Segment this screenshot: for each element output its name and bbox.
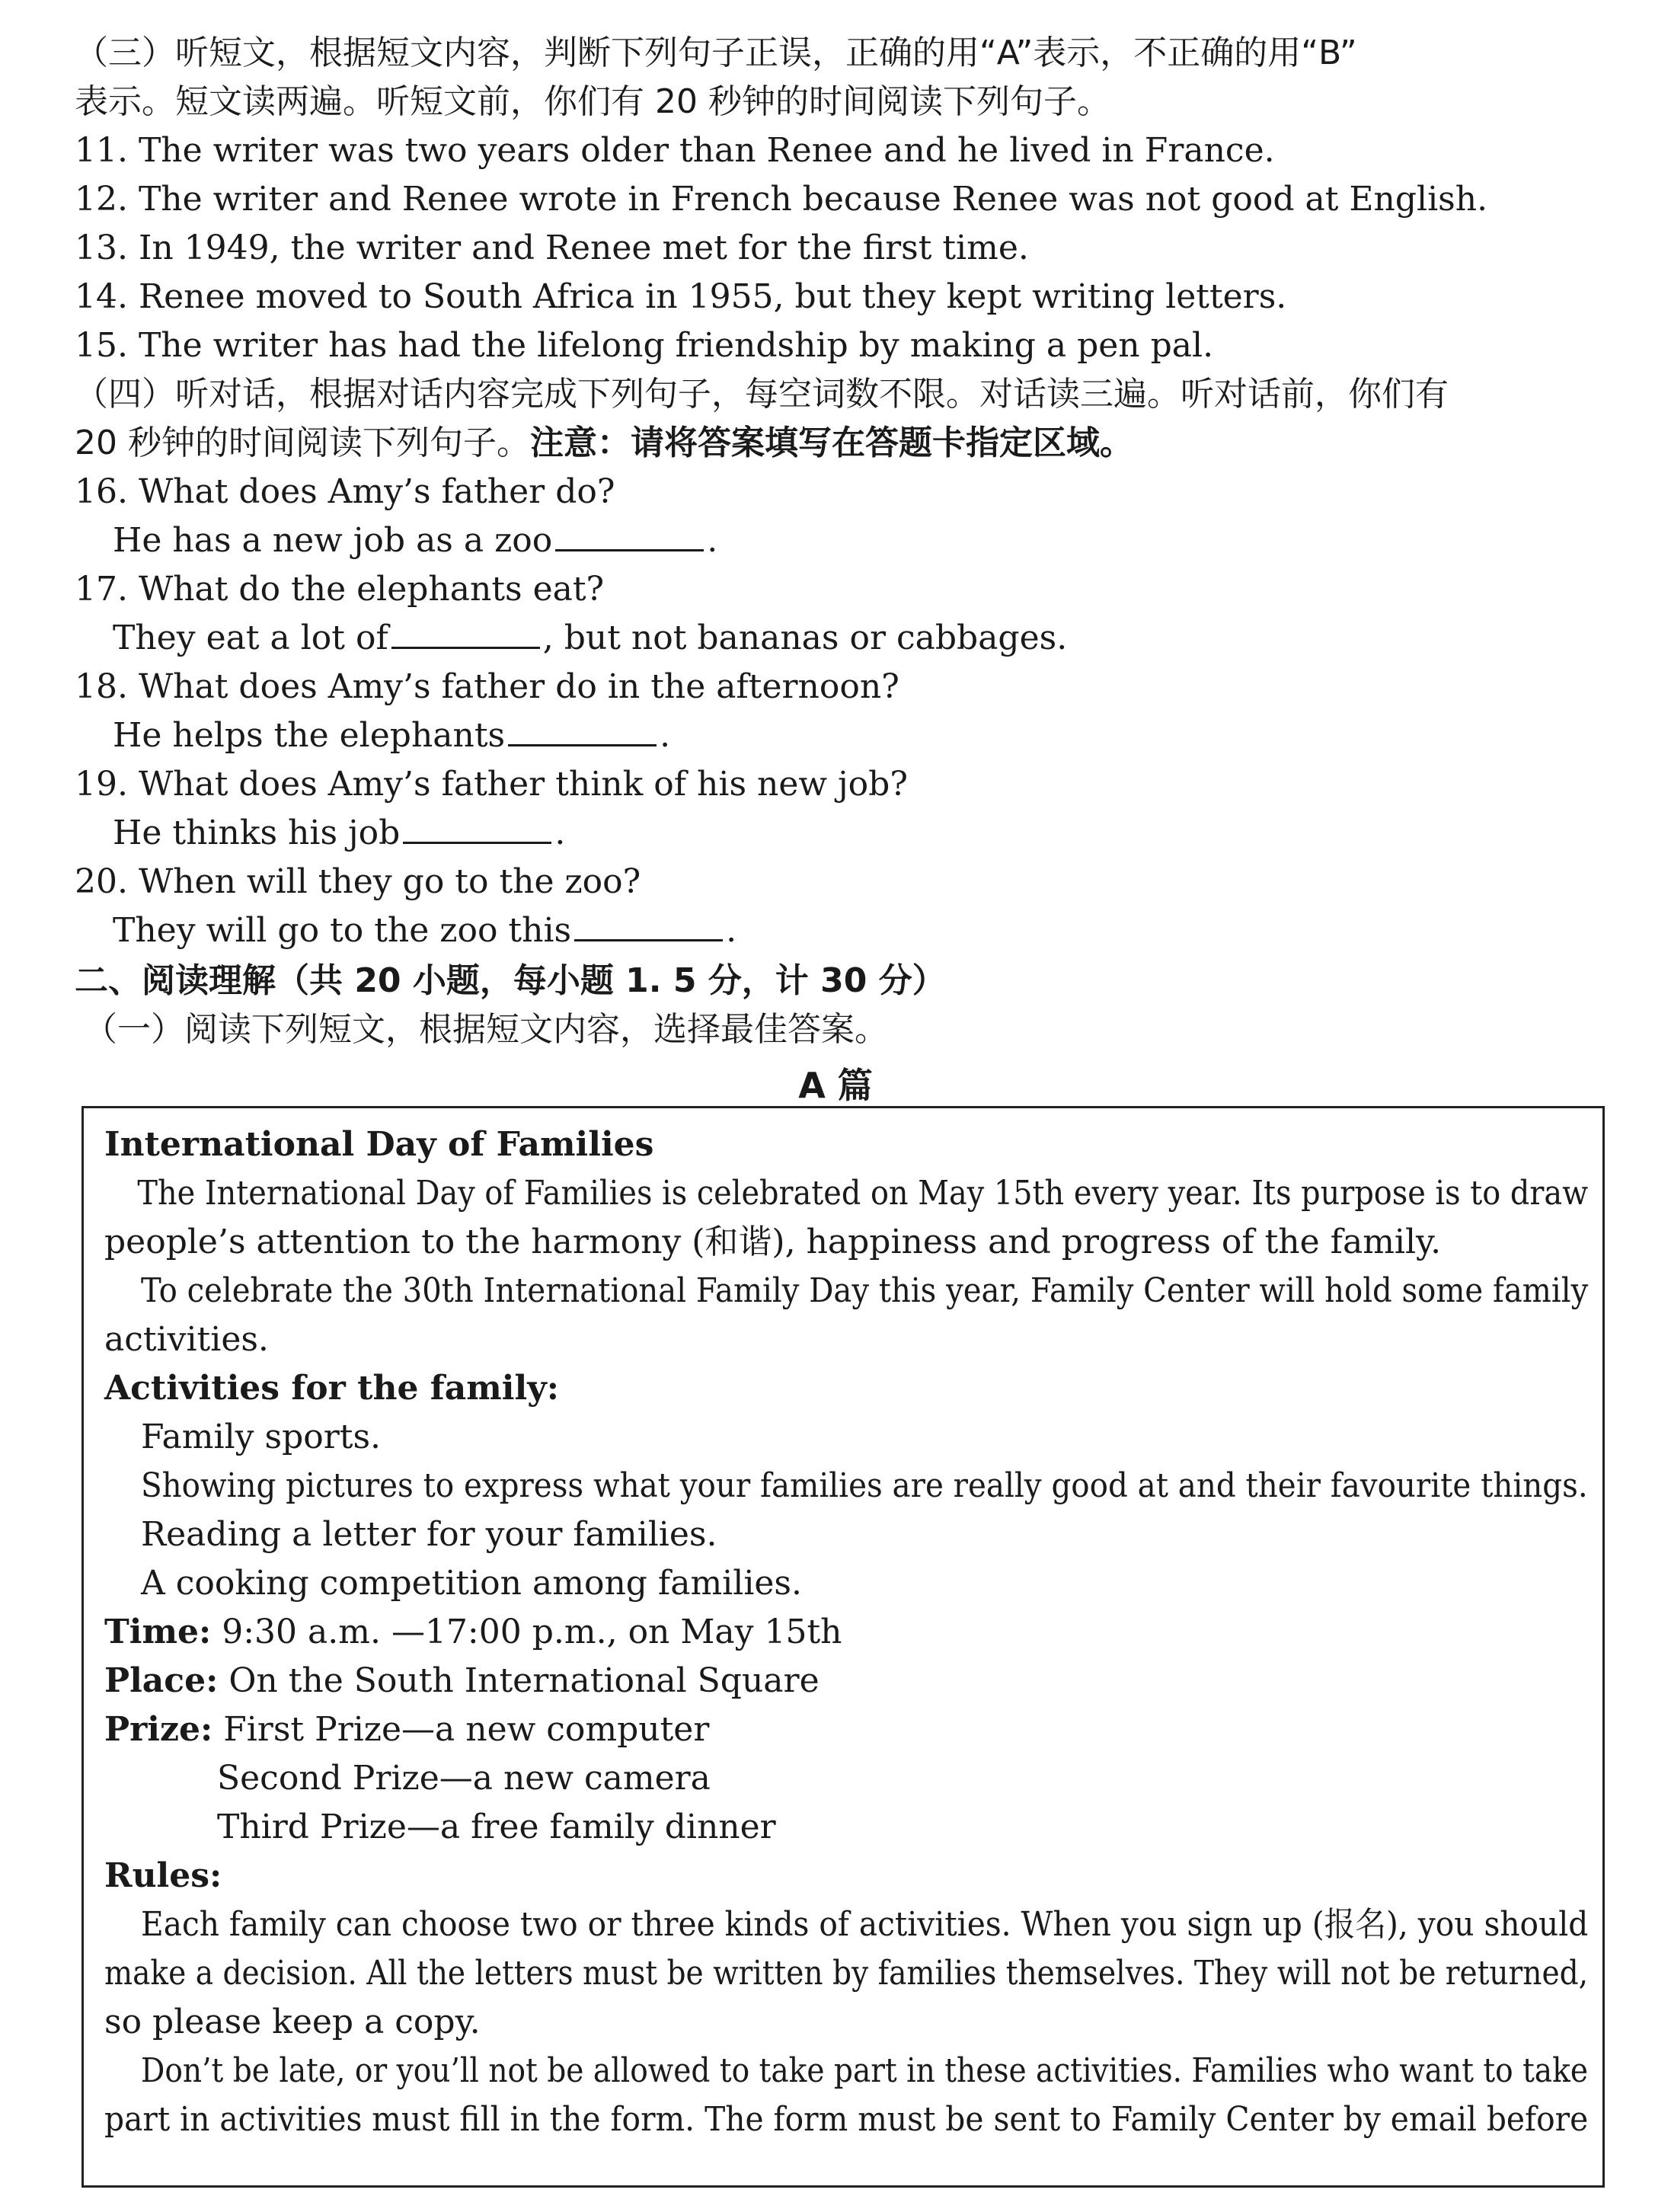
passage-box [81,1106,1605,2188]
prize-label: Prize: [104,1710,213,1749]
activity-item: Family sports. [141,1418,382,1456]
section4-intro-line2 [75,420,1133,466]
section3-intro-line2: 表示。短文读两遍。听短文前，你们有 20 秒钟的时间阅读下列句子。 [75,82,1110,121]
answer-17-blank [391,616,540,649]
prize-second: Second Prize—a new camera [217,1759,711,1798]
rules-label: Rules: [104,1856,222,1895]
answer-16-pre: He has a new job as a zoo [113,521,553,560]
question-20: 20. When will they go to the zoo? [75,862,641,901]
part2-heading: 二、阅读理解（共 20 小题，每小题 1. 5 分，计 30 分） [75,961,946,1000]
answer-17 [113,615,1067,661]
question-13: 13. In 1949, the writer and Renee met for the first time. [75,229,1029,267]
activity-item: Showing pictures to express what your families are really good at and their favourite things. [141,1466,1588,1505]
answer-16-post: . [707,521,718,560]
place-row [104,1658,820,1704]
answer-17-pre: They eat a lot of [113,619,388,657]
question-18: 18. What does Amy’s father do in the afternoon? [75,667,899,706]
question-14: 14. Renee moved to South Africa in 1955, but they kept writing letters. [75,277,1287,316]
question-12: 12. The writer and Renee wrote in French because Renee was not good at English. [75,180,1488,219]
answer-20 [113,908,736,954]
rules-p1-line3: so please keep a copy. [104,2003,481,2041]
question-11: 11. The writer was two years older than Renee and he lived in France. [75,131,1275,170]
answer-20-post: . [726,911,737,950]
question-16: 16. What does Amy’s father do? [75,472,615,511]
answer-18-pre: He helps the elephants [113,716,506,755]
answer-16-blank [555,519,704,551]
time-label: Time: [104,1613,212,1651]
activity-item: Reading a letter for your families. [141,1515,717,1554]
passage-p1-line1 [104,1171,1589,1216]
answer-18 [113,713,670,759]
section4-intro-time: 20 秒钟的时间阅读下列句子。 [75,424,530,462]
part2-sub-intro: （一）阅读下列短文，根据短文内容，选择最佳答案。 [84,1010,888,1049]
passage-p2-line2: activities. [104,1320,269,1359]
passage-title: International Day of Families [104,1125,654,1164]
passage-p1-line2: people’s attention to the harmony (和谐), happiness and progress of the family. [104,1223,1442,1261]
answer-18-post: . [660,716,671,755]
prize-row [104,1707,709,1753]
answer-19 [113,810,565,856]
question-19: 19. What does Amy’s father think of his new job? [75,765,908,804]
time-row [104,1609,842,1655]
place-value: On the South International Square [218,1661,820,1700]
activities-label: Activities for the family: [104,1369,560,1408]
answer-19-pre: He thinks his job [113,814,401,852]
section4-notice: 注意：请将答案填写在答题卡指定区域。 [529,424,1133,462]
rules-p2-line1: Don’t be late, or you’ll not be allowed to take part in these activities. Families who want to take [141,2051,1588,2090]
answer-19-post: . [554,814,566,852]
activity-item: A cooking competition among families. [141,1564,802,1603]
question-17: 17. What do the elephants eat? [75,570,605,609]
answer-20-blank [574,909,723,941]
rules-p1-line1: Each family can choose two or three kinds of activities. When you sign up (报名), you should [141,1905,1589,1944]
passage-label: A 篇 [798,1065,873,1106]
answer-18-blank [508,714,657,746]
question-15: 15. The writer has had the lifelong friendship by making a pen pal. [75,326,1214,365]
answer-17-post: , but not bananas or cabbages. [542,619,1068,657]
prize-first: First Prize—a new computer [212,1710,710,1749]
prize-third: Third Prize—a free family dinner [217,1808,776,1846]
passage-p1-line1-text: The International Day of Families is celebrated on May 15th every year. Its purpose is to draw [137,1174,1589,1213]
rules-p1-line2: make a decision. All the letters must be written by families themselves. They will not be returned, [104,1954,1589,1993]
passage-p2-line1: To celebrate the 30th International Family Day this year, Family Center will hold some family [141,1271,1589,1310]
section4-intro-line1: （四）听对话，根据对话内容完成下列句子，每空词数不限。对话读三遍。听对话前，你们有 [75,375,1449,414]
time-value: 9:30 a.m. —17:00 p.m., on May 15th [211,1613,842,1651]
place-label: Place: [104,1661,219,1700]
section3-intro-line1: （三）听短文，根据短文内容，判断下列句子正误，正确的用“A”表示，不正确的用“B” [75,34,1357,72]
answer-16 [113,518,717,564]
answer-19-blank [403,811,551,844]
rules-p2-line2: part in activities must fill in the form. The form must be sent to Family Center by email before [104,2100,1589,2139]
answer-20-pre: They will go to the zoo this [113,911,572,950]
